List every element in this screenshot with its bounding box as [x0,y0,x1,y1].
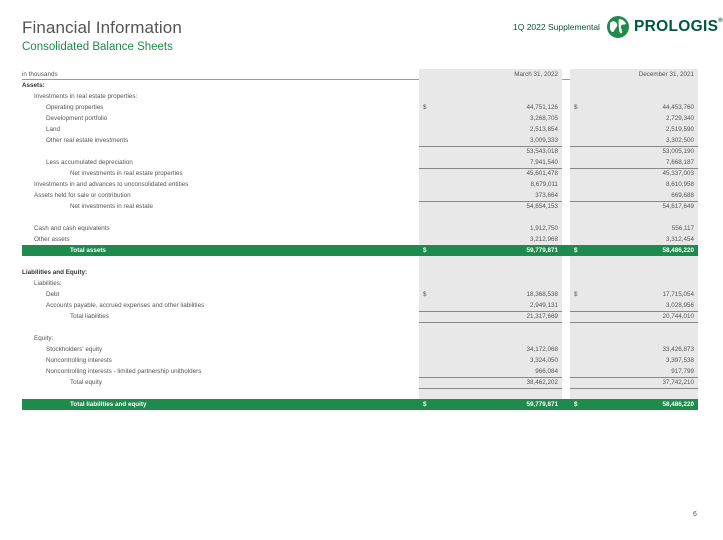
table-row [22,146,698,157]
dollar-sign: $ [574,401,578,408]
value-march: 38,462,202 [526,379,558,386]
value-march: 8,679,011 [530,181,558,188]
value-december: 669,688 [671,192,694,199]
supplemental-label: 1Q 2022 Supplemental [513,22,600,32]
table-row [22,234,698,245]
value-december: 3,312,454 [665,236,694,243]
table-row [22,344,698,355]
table-row [22,300,698,311]
dollar-sign: $ [423,247,427,254]
value-march: 53,543,018 [526,148,558,155]
row-label: Investments in real estate properties: [34,93,138,100]
value-march: 3,268,705 [529,115,558,122]
row-label: Less accumulated depreciation [46,159,133,166]
value-december: 44,453,760 [662,104,694,111]
dollar-sign: $ [574,247,578,254]
value-march: 45,601,478 [526,170,558,177]
table-row [22,113,698,124]
table-row [22,223,698,234]
table-row [22,124,698,135]
table-row-spacer [22,256,698,267]
section-label: Assets: [22,82,45,89]
value-march: 2,949,131 [529,302,558,309]
table-row [22,201,698,212]
units-label: in thousands [22,71,58,78]
value-december: 3,028,956 [665,302,694,309]
dollar-sign: $ [574,291,578,298]
table-row [22,135,698,146]
value-march: 59,779,871 [526,247,558,254]
row-label: Other assets [34,236,70,243]
table-row [22,102,698,113]
row-label: Total liabilities [70,313,109,320]
value-december: 556,117 [671,225,694,232]
value-december: 58,486,220 [662,401,694,408]
value-march: 1,912,750 [529,225,558,232]
logo-wordmark: PROLOGIS® [634,18,723,35]
table-row-spacer [22,212,698,223]
value-march: 373,664 [535,192,558,199]
value-march: 2,513,854 [529,126,558,133]
table-row-spacer [22,322,698,333]
value-march: 34,172,068 [526,346,558,353]
table-row [22,377,698,388]
table-row-spacer [22,388,698,399]
table-row [22,311,698,322]
value-december: 7,668,187 [665,159,694,166]
balance-sheet-table [22,69,698,410]
prologis-logo [606,15,723,39]
table-row [22,355,698,366]
row-label: Assets held for sale or contribution [34,192,131,199]
dollar-sign: $ [423,401,427,408]
row-label: Debt [46,291,60,298]
row-label: Noncontrolling interests - limited partnership unitholders [46,368,202,375]
column-header-december: December 31, 2021 [638,71,694,78]
value-december: 33,426,873 [662,346,694,353]
table-row [22,157,698,168]
value-march: 3,009,333 [529,137,558,144]
value-march: 21,317,669 [526,313,558,320]
value-march: 18,368,538 [526,291,558,298]
value-march: 7,941,540 [529,159,558,166]
value-december: 37,742,210 [662,379,694,386]
row-label: Total equity [70,379,102,386]
row-label: Net investments in real estate [70,203,153,210]
page-title: Financial Information [22,18,182,37]
section-label: Liabilities and Equity: [22,269,88,276]
row-label: Liabilities: [34,280,62,287]
dollar-sign: $ [423,291,427,298]
value-march: 59,779,871 [526,401,558,408]
row-label: Investments in and advances to unconsolidated entities [34,181,189,188]
value-december: 917,799 [671,368,694,375]
table-row [22,333,698,344]
value-december: 2,519,590 [665,126,694,133]
row-label: Land [46,126,61,133]
row-label: Development portfolio [46,115,108,122]
value-december: 3,397,538 [665,357,694,364]
total-assets-row [22,245,698,256]
page-number: 6 [693,511,697,518]
row-label: Noncontrolling interests [46,357,112,364]
dollar-sign: $ [423,104,427,111]
dollar-sign: $ [574,104,578,111]
page-subtitle: Consolidated Balance Sheets [22,41,173,53]
table-row [22,179,698,190]
table-row [22,289,698,300]
row-label: Accounts payable, accrued expenses and other liabilities [46,302,205,309]
value-december: 17,715,054 [662,291,694,298]
value-march: 54,654,153 [526,203,558,210]
row-label: Cash and cash equivalents [34,225,110,232]
row-label: Net investments in real estate properties [70,170,183,177]
value-march: 44,751,126 [526,104,558,111]
value-december: 45,337,003 [662,170,694,177]
value-march: 3,212,968 [529,236,558,243]
row-label: Total assets [70,247,106,254]
table-row [22,91,698,102]
value-march: 3,324,050 [529,357,558,364]
table-row [22,168,698,179]
value-december: 54,617,649 [662,203,694,210]
value-march: 966,084 [535,368,558,375]
row-label: Operating properties [46,104,104,111]
row-label: Total liabilities and equity [70,401,147,408]
value-december: 58,486,220 [662,247,694,254]
column-header-march: March 31, 2022 [514,71,558,78]
value-december: 20,744,010 [662,313,694,320]
table-header-row [22,69,698,80]
value-december: 8,610,958 [665,181,694,188]
row-label: Other real estate investments [46,137,129,144]
total-liabilities-equity-row [22,399,698,410]
table-row [22,267,698,278]
globe-icon [606,15,630,39]
value-december: 53,005,190 [662,148,694,155]
table-row [22,80,698,91]
table-row [22,278,698,289]
value-december: 2,729,340 [665,115,694,122]
value-december: 3,302,500 [665,137,694,144]
table-row [22,366,698,377]
row-label: Equity: [34,335,54,342]
row-label: Stockholders' equity [46,346,103,353]
table-row [22,190,698,201]
